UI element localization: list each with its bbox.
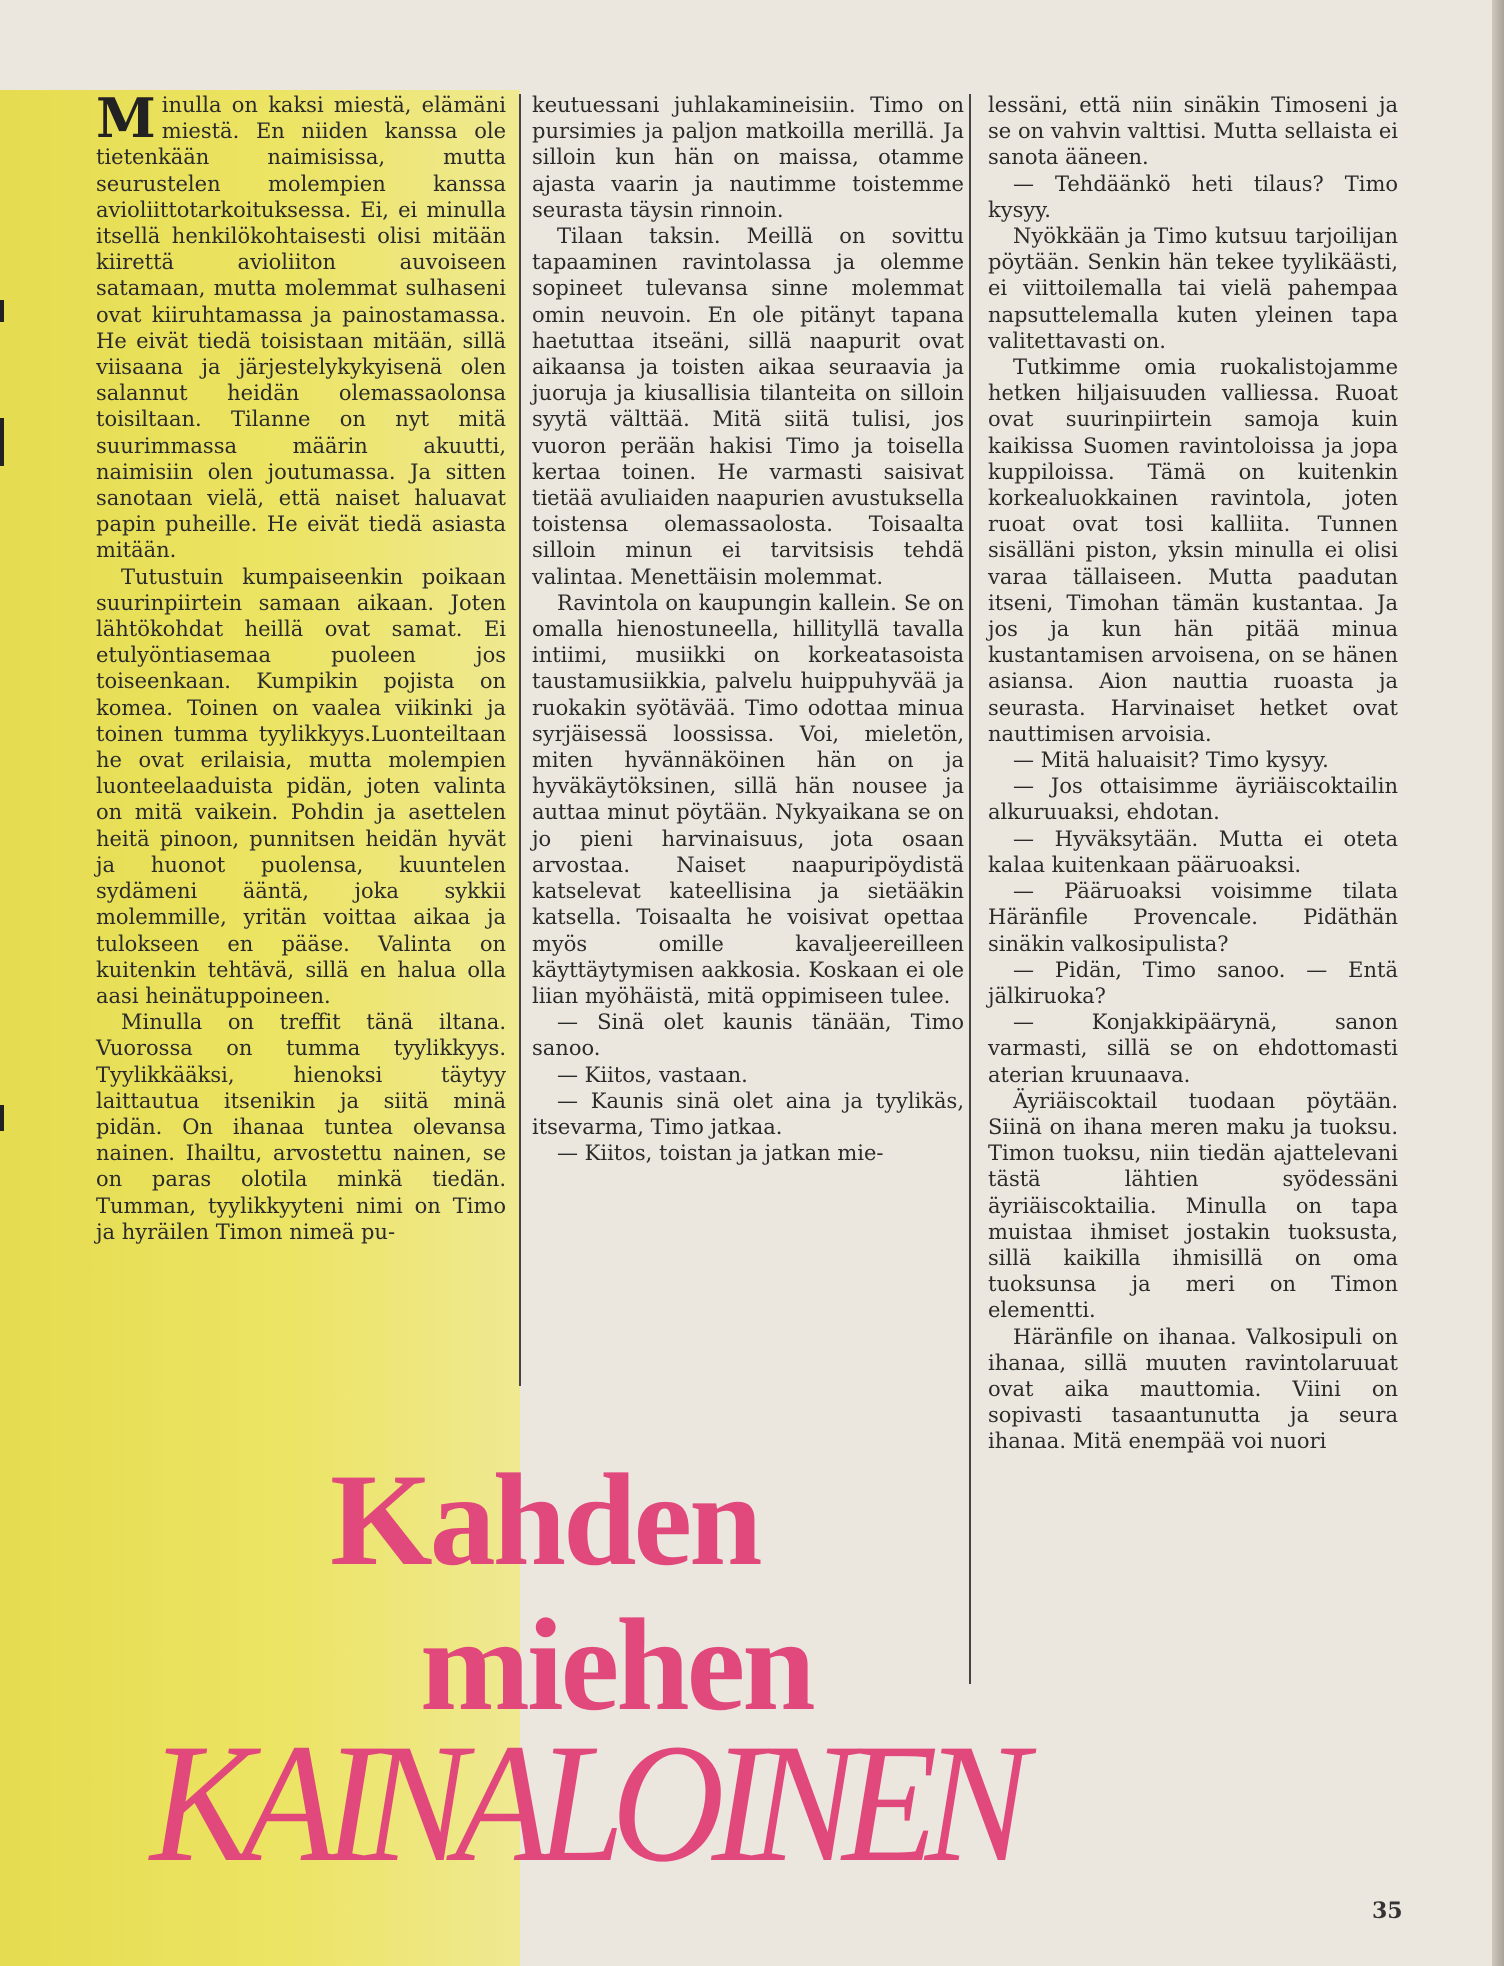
article-paragraph <box>988 1088 1398 1324</box>
paragraph-text: — Konjakkipäärynä, sanon varmasti, sillä se on ehdottomasti aterian kruunaava. <box>988 1010 1398 1087</box>
drop-cap: M <box>96 86 156 150</box>
paragraph-text: keutuessani juhlakamineisiin. Timo on pursimies ja paljon matkoilla merillä. Ja silloin kun hän on maissa, otamme ajasta vaarin ja nautimme toistemme seurasta täysin rinnoin. <box>532 93 964 222</box>
paragraph-text: — Kiitos, toistan ja jatkan mie- <box>557 1141 884 1166</box>
article-paragraph <box>532 590 964 1009</box>
article-paragraph <box>988 354 1398 747</box>
paragraph-text: lessäni, että niin sinäkin Timoseni ja se on vahvin valttisi. Mutta sellaista ei sanota ääneen. <box>988 93 1398 170</box>
paragraph-text: Tutustuin kumpaiseenkin poikaan suurinpiirtein samaan aikaan. Joten lähtökohdat heillä ovat samat. Ei etulyöntiasemaa puoleen jos toiseenkaan. Kumpikin pojista on komea. Toinen on vaalea viikinki ja toinen tumma tyylikkyys.Luonteiltaan he ovat erilaisia, mutta molempien luonteelaaduista pidän, joten valinta on mitä vaikein. Pohdin ja asettelen heitä pinoon, punnitsen heidän hyvät ja huonot puolensa, kuuntelen sydämeni ääntä, joka sykkii molemmille, yritän voittaa aikaa ja tulokseen en pääse. Valinta on kuitenkin tehtävä, sillä en halua olla aasi heinätuppoineen. <box>96 564 506 1008</box>
column-divider <box>519 94 521 1386</box>
paragraph-text: Tutkimme omia ruokalistojamme hetken hiljaisuuden valliessa. Ruoat ovat suurinpiirtein samoja kuin kaikissa Suomen ravintoloissa ja jopa kuppiloissa. Tämä on kuitenkin korkealuokkainen ravintola, joten ruoat ovat tosi kalliita. Tunnen sisälläni piston, yksin minulla ei olisi varaa tällaiseen. Mutta paadutan itseni, Timohan tämän kustantaa. Ja jos ja kun hän pitää minua kustantamisen arvoisena, on se hänen asiansa. Aion nauttia ruoasta ja seurasta. Harvinaiset hetket ovat nauttimisen arvoisia. <box>988 355 1398 746</box>
paragraph-text: — Hyväksytään. Mutta ei oteta kalaa kuitenkaan pääruoaksi. <box>988 826 1398 877</box>
article-paragraph <box>988 957 1398 1009</box>
binding-mark <box>0 300 4 322</box>
article-paragraph <box>988 171 1398 223</box>
paragraph-text: Äyriäiscoktail tuodaan pöytään. Siinä on ihana meren maku ja tuoksu. Timon tuoksu, niin tiedän ajattelevani tästä lähtien syödessäni äyriäiscoktailia. Minulla on tapa muistaa ihmiset jostakin tuoksusta, sillä kaikilla ihmisillä on oma tuoksunsa ja meri on Timon elementti. <box>988 1088 1398 1323</box>
article-column-3 <box>988 92 1398 1455</box>
paragraph-text: Häränfile on ihanaa. Valkosipuli on ihanaa, sillä muuten ravintolaruuat ovat aika mauttomia. Viini on sopivasti tasaantunutta ja seura ihanaa. Mitä enempää voi nuori <box>988 1324 1398 1454</box>
article-paragraph <box>988 223 1398 354</box>
article-column-2 <box>532 92 964 1166</box>
paragraph-text: — Sinä olet kaunis tänään, Timo sanoo. <box>532 1010 964 1061</box>
article-paragraph <box>988 747 1398 773</box>
binding-mark <box>0 418 4 466</box>
paragraph-text: — Mitä haluaisit? Timo kysyy. <box>1013 748 1329 773</box>
paragraph-text: inulla on kaksi miestä, elämäni miestä. En niiden kanssa ole tietenkään naimisissa, mutta seurustelen molempien kanssa avioliittotarkoituksessa. Ei, ei minulla itsellä henkilökohtaisesti olisi mitään kiirettä avioliiton auvoiseen satamaan, mutta molemmat sulhaseni ovat kiiruhtamassa ja painostamassa. He eivät tiedä toisistaan mitään, sillä viisaana ja järjestelykykyisenä olen salannut heidän olemassaolonsa toisiltaan. Tilanne on nyt mitä suurimmassa määrin akuutti, naimisiin olen joutumassa. Ja sitten sanotaan vielä, että naiset haluavat papin puheille. He eivät tiedä asiasta mitään. <box>96 93 506 563</box>
headline-line-2: miehen <box>420 1591 813 1738</box>
article-paragraph <box>988 878 1398 957</box>
binding-mark <box>0 1105 4 1131</box>
article-paragraph <box>532 1009 964 1061</box>
article-paragraph <box>532 92 964 223</box>
paragraph-text: Nyökkään ja Timo kutsuu tarjoilijan pöytään. Senkin hän tekee tyylikäästi, ei viittoilemalla tai vielä pahempaa napsuttelemalla kuten yleinen tapa valitettavasti on. <box>988 224 1398 353</box>
page-edge <box>1492 0 1504 1966</box>
article-paragraph <box>96 1009 506 1245</box>
paragraph-text: Tilaan taksin. Meillä on sovittu tapaaminen ravintolassa ja olemme sopineet tulevansa sinne molemmat omin neuvoin. En ole pitänyt tapana haetuttaa itseäni, sillä naapurit ovat aikaansa ja toisten aikaa seuraavia ja juoruja ja kiusallisia tilanteita on silloin syytä välttää. Mitä siitä tulisi, jos vuoron perään hakisi Timo ja toisella kertaa toinen. He varmasti saisivat tietää avuliaiden naapurien avustuksella toistensa olemassaolosta. Toisaalta silloin minun ei tarvitsisis tehdä valintaa. Menettäisin molemmat. <box>532 224 964 589</box>
article-paragraph <box>96 86 506 564</box>
article-paragraph <box>96 564 506 1009</box>
paragraph-text: — Jos ottaisimme äyriäiscoktailin alkuruuaksi, ehdotan. <box>988 774 1398 825</box>
article-paragraph <box>988 92 1398 171</box>
article-paragraph <box>532 1140 964 1166</box>
paragraph-text: Ravintola on kaupungin kallein. Se on omalla hienostuneella, hillityllä tavalla intiimi, musiikki on korkeatasoista taustamusiikkia, palvelu huippuhyvää ja ruokakin syötävää. Timo odottaa minua syrjäisessä loossissa. Voi, mieletön, miten hyvännäköinen hän on ja hyväkäytöksinen, sillä hän nousee ja auttaa minut pöytään. Nykyaikana se on jo pieni harvinaisuus, jota osaan arvostaa. Naiset naapuripöydistä katselevat kateellisina ja sietääkin katsella. Toisaalta he voisivat opettaa myös omille kavaljeereilleen käyttäytymisen aakkosia. Koskaan ei ole liian myöhäistä, mitä oppimiseen tulee. <box>532 590 964 1008</box>
article-column-1 <box>96 86 506 1245</box>
article-paragraph <box>988 1009 1398 1088</box>
page-number: 35 <box>1372 1898 1403 1924</box>
article-paragraph <box>988 773 1398 825</box>
paragraph-text: Minulla on treffit tänä iltana. Vuorossa on tumma tyylikkyys. Tyylikkääksi, hienoksi täytyy laittautua itsenikin ja siitä minä pidän. On ihanaa tuntea olevansa nainen. Ihailtu, arvostettu nainen, se on paras olotila minkä tiedän. Tumman, tyylikkyyteni nimi on Timo ja hyräilen Timon nimeä pu- <box>96 1010 506 1244</box>
paragraph-text: — Pidän, Timo sanoo. — Entä jälkiruoka? <box>988 957 1398 1008</box>
headline-line-3: KAINALOINEN <box>150 1709 1017 1897</box>
headline-line-1: Kahden <box>330 1446 760 1593</box>
paragraph-text: — Tehdäänkö heti tilaus? Timo kysyy. <box>988 171 1398 222</box>
paragraph-text: — Pääruoaksi voisimme tilata Häränfile Provencale. Pidäthän sinäkin valkosipulista? <box>988 879 1398 956</box>
article-paragraph <box>532 1088 964 1140</box>
paragraph-text: — Kiitos, vastaan. <box>557 1062 748 1087</box>
article-paragraph <box>532 1062 964 1088</box>
article-paragraph <box>988 1324 1398 1455</box>
paragraph-text: — Kaunis sinä olet aina ja tyylikäs, itsevarma, Timo jatkaa. <box>532 1088 964 1139</box>
column-divider <box>969 94 971 1684</box>
article-paragraph <box>532 223 964 590</box>
article-paragraph <box>988 826 1398 878</box>
